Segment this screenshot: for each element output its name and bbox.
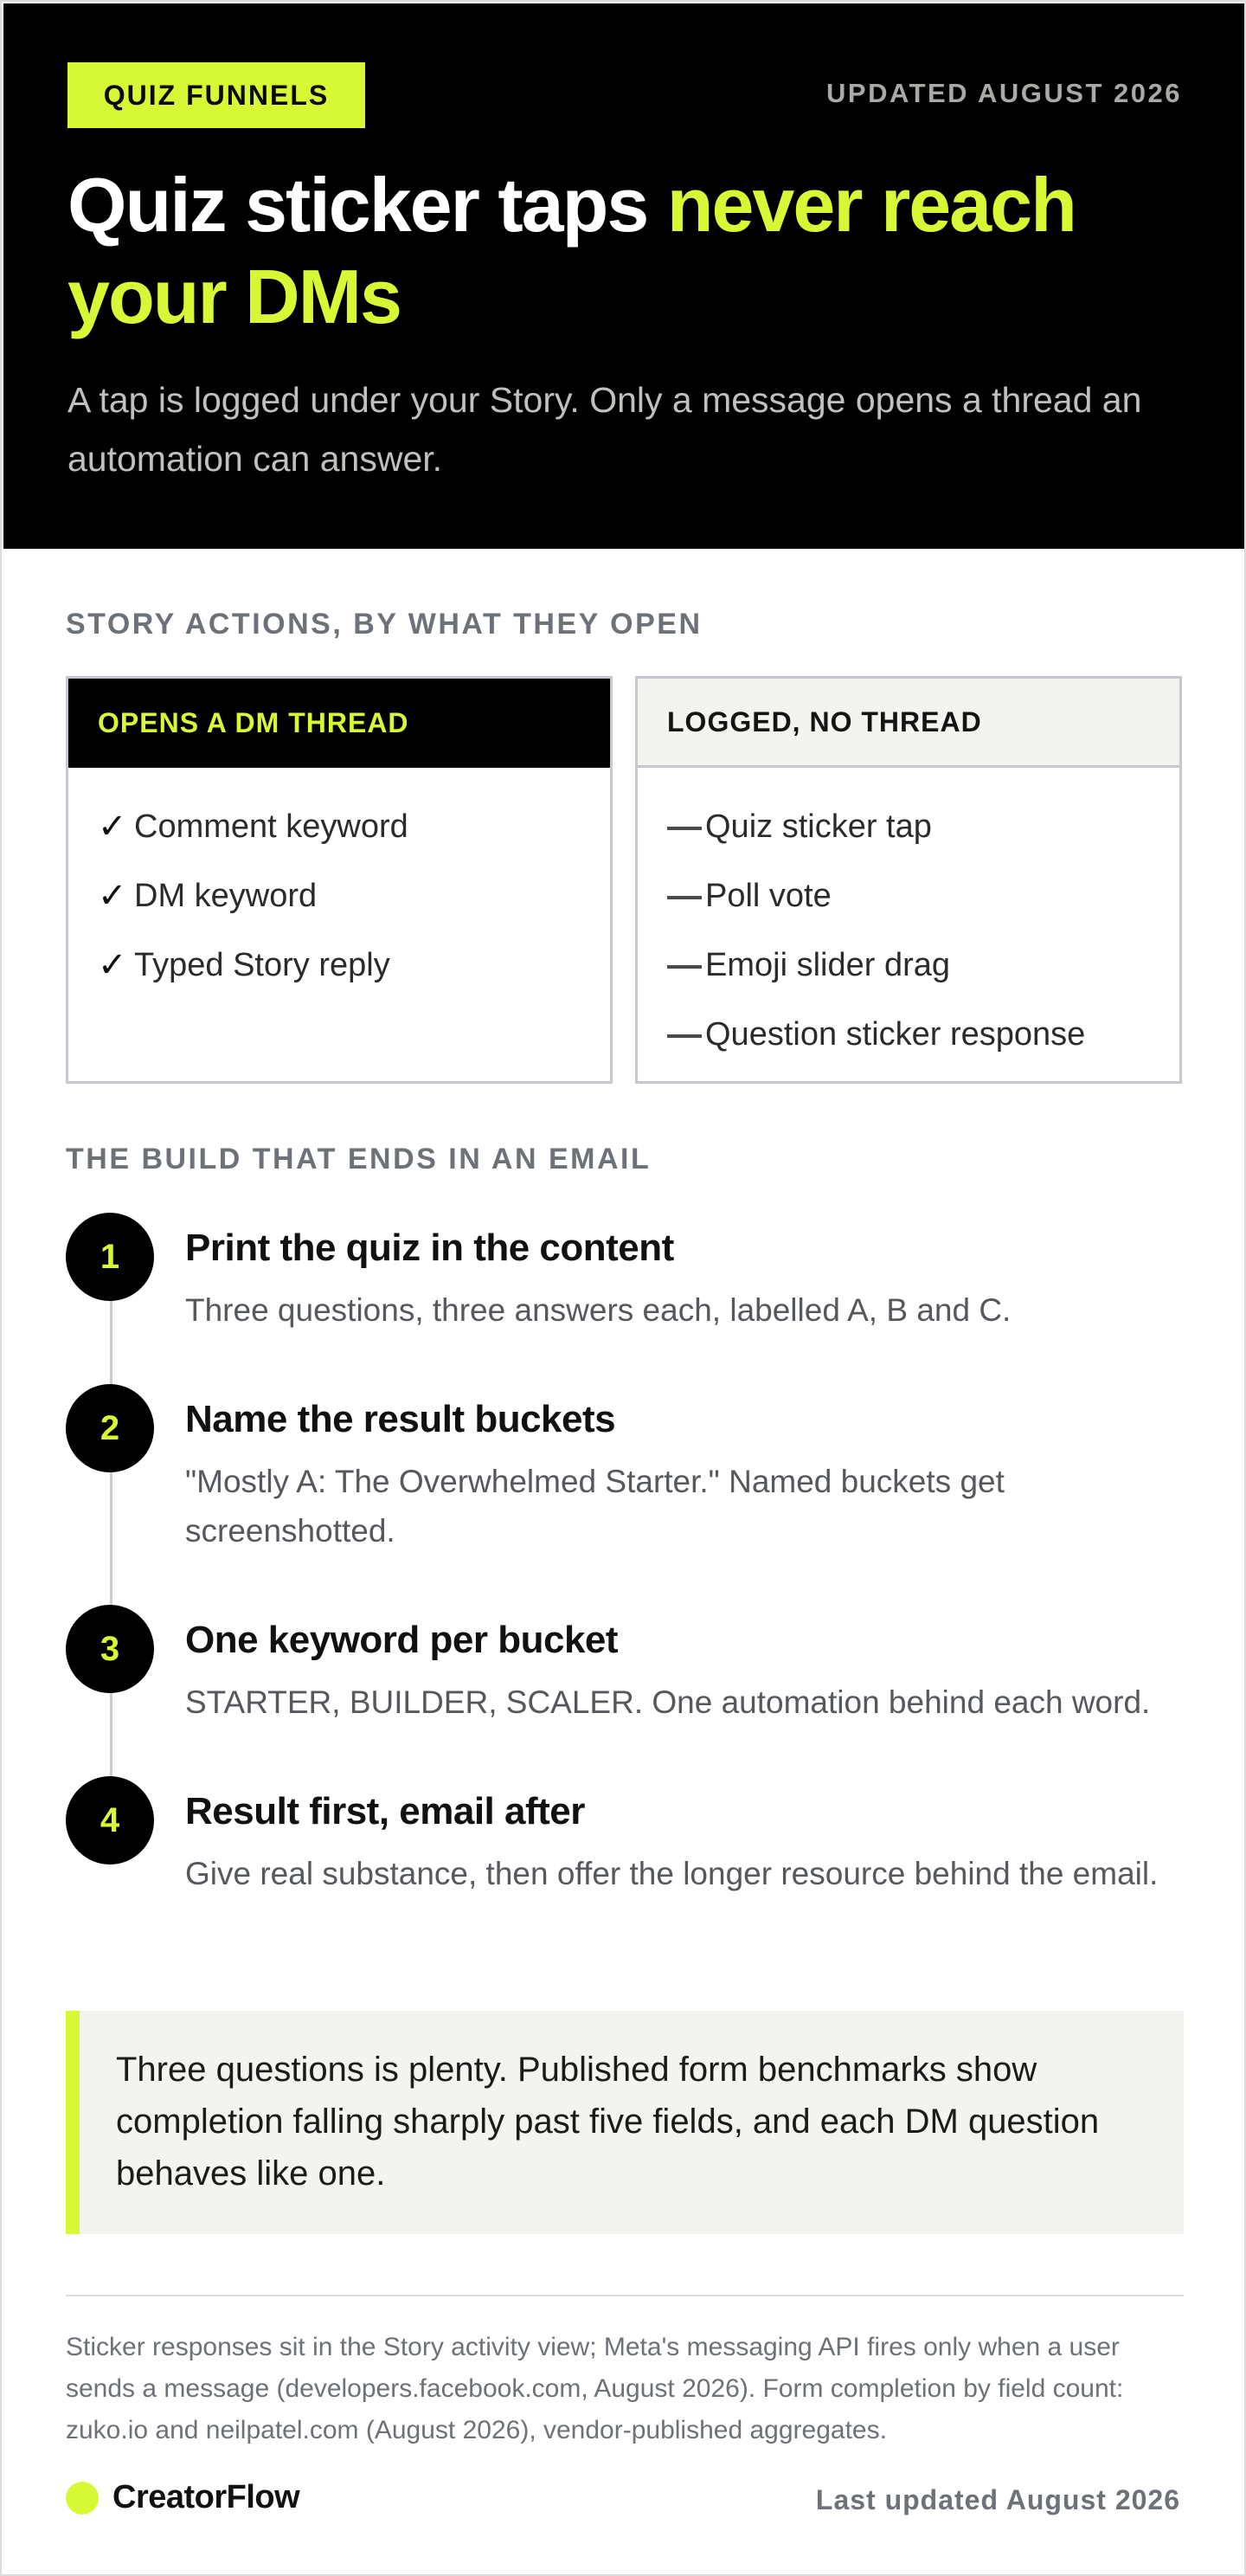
opens-thread-list — [68, 768, 610, 1000]
check-icon: ✓ — [98, 877, 127, 915]
logged-no-thread-list — [638, 768, 1179, 1069]
opens-thread-panel — [66, 676, 613, 1084]
opens-thread-heading: OPENS A DM THREAD — [68, 679, 610, 768]
dash-icon — [667, 1015, 705, 1054]
page-title — [67, 159, 1192, 343]
list-item-label: Poll vote — [705, 877, 832, 914]
step-title: Print the quiz in the content — [185, 1227, 674, 1269]
list-item — [667, 1000, 1179, 1069]
topic-tag: QUIZ FUNNELS — [67, 62, 365, 128]
step-number: 1 — [66, 1213, 154, 1301]
list-item — [667, 861, 1179, 931]
headline-white: Quiz sticker taps — [67, 162, 648, 248]
hero-section — [3, 3, 1244, 549]
list-item — [98, 792, 610, 861]
step-number: 4 — [66, 1776, 154, 1864]
list-item-label: Question sticker response — [705, 1015, 1086, 1053]
step-description: STARTER, BUILDER, SCALER. One automation behind each word. — [185, 1684, 1151, 1720]
list-item-label: Emoji slider drag — [705, 946, 950, 983]
callout-text: Three questions is plenty. Published form benchmarks show completion falling sharply past five fields, and each DM question behaves like one. — [116, 2051, 1100, 2193]
source-note: Sticker responses sit in the Story activity view; Meta's messaging API fires only when a user sends a message (developers.facebook.com, August 2026). Form completion by field count: zuko.io and neilpatel.com (August 2026), vendor-published aggregates. — [66, 2333, 1124, 2444]
actions-section-label: STORY ACTIONS, BY WHAT THEY OPEN — [66, 608, 703, 641]
logged-no-thread-heading: LOGGED, NO THREAD — [638, 679, 1179, 768]
list-item — [667, 931, 1179, 1000]
list-item-label: Typed Story reply — [134, 946, 390, 983]
tip-callout — [66, 2011, 1184, 2234]
list-item-label: DM keyword — [134, 877, 318, 914]
step-description: "Mostly A: The Overwhelmed Starter." Named buckets get screenshotted. — [185, 1464, 1005, 1549]
updated-date-bottom: Last updated August 2026 — [815, 2484, 1180, 2515]
build-section-label: THE BUILD THAT ENDS IN AN EMAIL — [66, 1143, 652, 1175]
brand-dot-icon — [66, 2482, 99, 2515]
step-title: One keyword per bucket — [185, 1619, 619, 1661]
subheadline: A tap is logged under your Story. Only a message opens a thread an automation can answer. — [67, 380, 1142, 479]
dash-icon — [667, 877, 705, 916]
step-title: Result first, email after — [185, 1790, 585, 1832]
dash-icon — [667, 808, 705, 847]
brand-logo — [66, 2479, 299, 2516]
list-item — [98, 861, 610, 931]
headline-accent: never reach your DMs — [67, 162, 1076, 339]
brand-name: CreatorFlow — [112, 2479, 300, 2515]
logged-no-thread-panel — [635, 676, 1182, 1084]
list-item-label: Comment keyword — [134, 808, 408, 845]
step-description: Give real substance, then offer the longer resource behind the email. — [185, 1856, 1159, 1891]
check-icon: ✓ — [98, 808, 127, 846]
dash-icon — [667, 946, 705, 985]
list-item-label: Quiz sticker tap — [705, 808, 932, 845]
step-title: Name the result buckets — [185, 1398, 616, 1440]
timeline-connector — [110, 1257, 112, 1819]
check-icon: ✓ — [98, 946, 127, 984]
step-description: Three questions, three answers each, labelled A, B and C. — [185, 1292, 1012, 1328]
list-item — [98, 931, 610, 1000]
step-number: 2 — [66, 1384, 154, 1472]
step-number: 3 — [66, 1605, 154, 1693]
list-item — [667, 792, 1179, 861]
divider — [66, 2295, 1184, 2296]
updated-date-top: UPDATED AUGUST 2026 — [826, 78, 1182, 108]
